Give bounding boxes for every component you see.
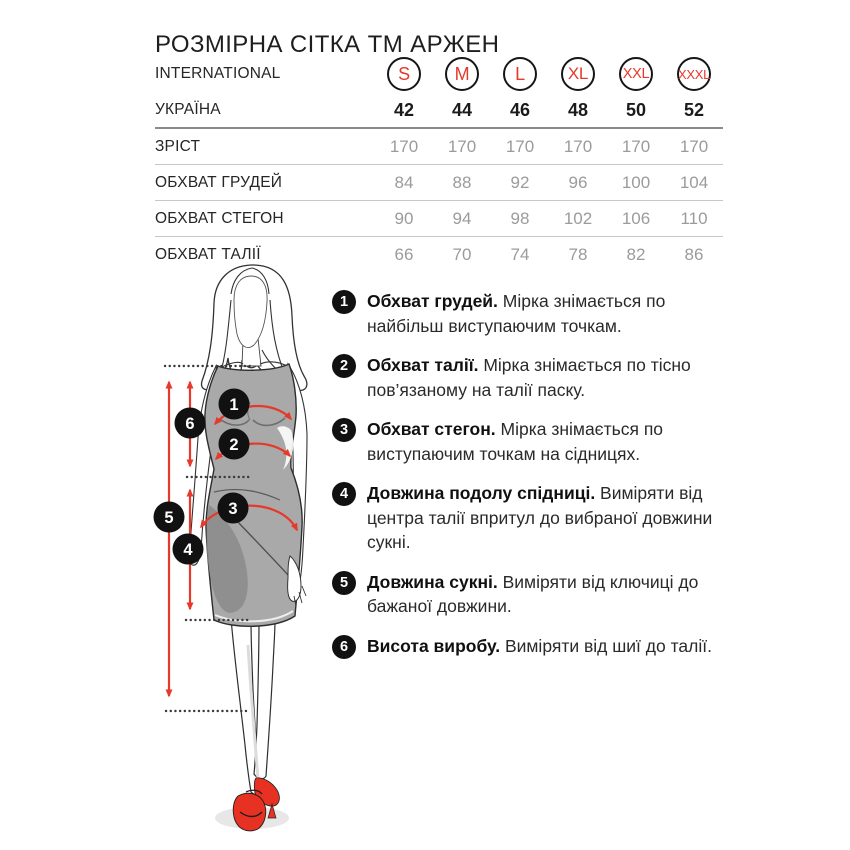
legend-item <box>332 570 732 619</box>
row-label: INTERNATIONAL <box>155 65 281 82</box>
row-label: ОБХВАТ ТАЛІЇ <box>155 245 261 263</box>
value-cell: 42 <box>393 99 415 120</box>
legend-item <box>332 353 732 402</box>
legend-text: Обхват талії. Мірка знімається по тісно пов’язаному на талії паску. <box>367 355 691 400</box>
row-label: ОБХВАТ СТЕГОН <box>155 209 284 227</box>
value-cell: 50 <box>625 99 647 120</box>
legend-number-badge: 4 <box>332 482 356 506</box>
svg-text:1: 1 <box>229 396 239 414</box>
figure-marker-3 <box>218 493 249 524</box>
size-cell <box>607 57 665 91</box>
legend-number-badge: 1 <box>332 290 356 314</box>
value-cell: 92 <box>510 172 530 192</box>
table-row <box>155 201 723 237</box>
value-cell: 52 <box>683 99 705 120</box>
value-cell: 78 <box>568 244 588 264</box>
measurement-legend <box>332 289 732 674</box>
value-cell: 170 <box>505 136 535 156</box>
size-circle-badge: XXL <box>619 57 653 91</box>
legend-number-badge: 2 <box>332 354 356 378</box>
svg-text:3: 3 <box>228 500 238 518</box>
figure-marker-1 <box>219 389 250 420</box>
size-circle-badge: M <box>445 57 479 91</box>
legend-text: Обхват грудей. Мірка знімається по найбільш виступаючим точкам. <box>367 291 666 336</box>
size-circle-badge: L <box>503 57 537 91</box>
value-cell: 100 <box>621 172 651 192</box>
table-row <box>155 165 723 201</box>
legend-item <box>332 417 732 466</box>
svg-text:5: 5 <box>164 509 174 527</box>
size-cell <box>375 57 433 91</box>
value-cell: 90 <box>394 208 414 228</box>
legend-text: Довжина подолу спідниці. Виміряти від центра талії впритул до вибраної довжини сукні. <box>367 483 713 552</box>
legend-item <box>332 289 732 338</box>
legend-item <box>332 634 732 659</box>
value-cell: 170 <box>447 136 477 156</box>
figure-marker-4 <box>173 534 204 565</box>
legend-number-badge: 6 <box>332 635 356 659</box>
page-title: РОЗМІРНА СІТКА ТМ АРЖЕН <box>155 31 500 59</box>
value-cell: 98 <box>510 208 530 228</box>
value-cell: 102 <box>563 208 593 228</box>
value-cell: 48 <box>567 99 589 120</box>
value-cell: 106 <box>621 208 651 228</box>
row-label: ОБХВАТ ГРУДЕЙ <box>155 173 283 191</box>
value-cell: 66 <box>394 244 414 264</box>
legend-number-badge: 5 <box>332 571 356 595</box>
legend-number-badge: 3 <box>332 418 356 442</box>
svg-text:6: 6 <box>185 415 195 433</box>
size-circle-badge: S <box>387 57 421 91</box>
size-cell <box>433 57 491 91</box>
value-cell: 46 <box>509 99 531 120</box>
value-cell: 104 <box>679 172 709 192</box>
row-label: УКРАЇНА <box>155 101 221 118</box>
row-label: ЗРІСТ <box>155 137 201 155</box>
legend-item <box>332 481 732 555</box>
legend-text: Висота виробу. Виміряти від шиї до талії. <box>367 635 712 656</box>
svg-text:4: 4 <box>183 541 193 559</box>
value-cell: 84 <box>394 172 414 192</box>
measurement-figure-illustration <box>138 260 348 850</box>
size-cell <box>665 57 723 91</box>
size-circle-badge: XXXL <box>677 57 711 91</box>
size-table <box>155 55 723 272</box>
legend-text: Обхват стегон. Мірка знімається по виступаючим точкам на сідницях. <box>367 419 664 464</box>
svg-text:2: 2 <box>229 436 239 454</box>
value-cell: 110 <box>680 208 708 228</box>
size-cell <box>549 57 607 91</box>
size-circle-badge: XL <box>561 57 595 91</box>
figure-marker-2 <box>219 429 250 460</box>
value-cell: 70 <box>452 244 472 264</box>
value-cell: 86 <box>684 244 704 264</box>
value-cell: 170 <box>679 136 709 156</box>
value-cell: 94 <box>452 208 472 228</box>
value-cell: 44 <box>451 99 473 120</box>
value-cell: 88 <box>452 172 472 192</box>
figure-marker-5 <box>154 502 185 533</box>
size-cell <box>491 57 549 91</box>
figure-marker-6 <box>175 408 206 439</box>
legend-text: Довжина сукні. Виміряти від ключиці до бажаної довжини. <box>367 571 699 616</box>
value-cell: 170 <box>389 136 419 156</box>
value-cell: 74 <box>510 244 530 264</box>
value-cell: 170 <box>563 136 593 156</box>
value-cell: 82 <box>626 244 646 264</box>
table-row <box>155 93 723 129</box>
value-cell: 170 <box>621 136 651 156</box>
table-row <box>155 55 723 93</box>
table-row <box>155 129 723 165</box>
value-cell: 96 <box>568 172 588 192</box>
